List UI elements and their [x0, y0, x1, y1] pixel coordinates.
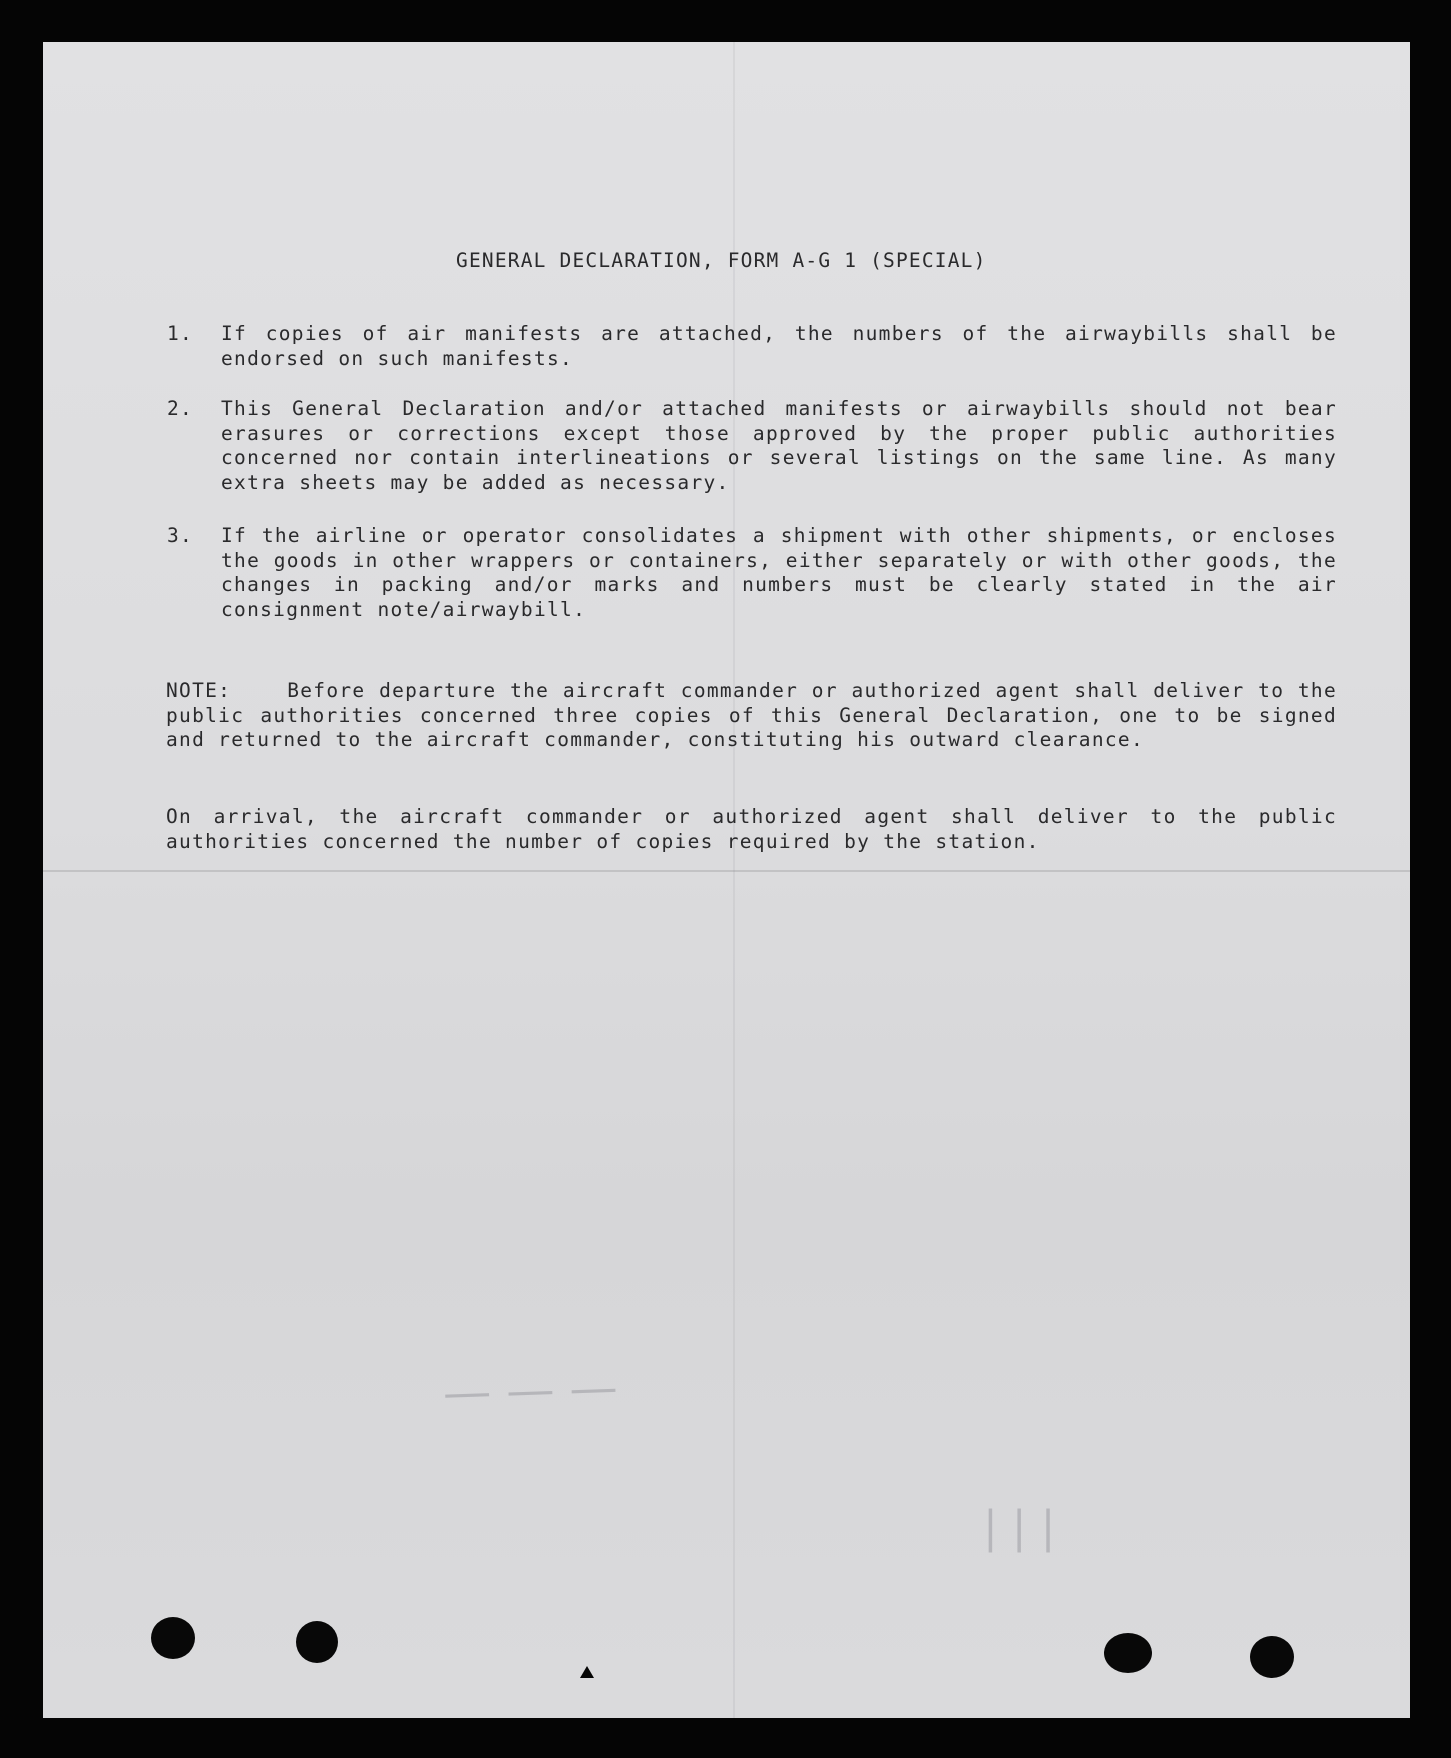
item-number: 3.	[167, 524, 194, 547]
punch-hole	[1250, 1636, 1294, 1678]
punch-hole	[296, 1621, 338, 1663]
bleed-through-mark: — — —	[442, 1358, 619, 1422]
punch-hole	[151, 1617, 195, 1659]
punch-hole	[1104, 1633, 1152, 1673]
arrival-text: On arrival, the aircraft commander or authorized agent shall deliver to the public authorities concerned the number of copies required by the station.	[166, 805, 1337, 853]
paper-crease	[733, 42, 735, 1718]
bleed-through-mark: | | |	[983, 1502, 1056, 1553]
item-number: 1.	[167, 322, 194, 345]
document-page	[43, 42, 1410, 1718]
item-text: This General Declaration and/or attached manifests or airwaybills should not bear erasures or corrections except those approved by the proper public authorities concerned nor contain interlineations or several listings on the same line. As many extra sheets may be added as necessary.	[221, 397, 1337, 494]
paper-fold-line	[43, 870, 1410, 872]
instruction-item	[167, 524, 1337, 622]
arrival-paragraph	[166, 805, 1337, 854]
binding-notch	[580, 1666, 594, 1678]
item-text: If the airline or operator consolidates a shipment with other shipments, or encloses the goods in other wrappers or containers, either separately or with other goods, the changes in packing and/or marks and numbers must be clearly stated in the air consignment note/airwaybill.	[221, 524, 1337, 621]
document-title: GENERAL DECLARATION, FORM A-G 1 (SPECIAL)	[456, 249, 987, 272]
note-paragraph	[166, 679, 1337, 753]
note-text: Before departure the aircraft commander or authorized agent shall deliver to the public authorities concerned three copies of this General Declaration, one to be signed and returned to the aircraft commander, constituting his outward clearance.	[166, 679, 1337, 751]
instruction-item	[167, 397, 1337, 495]
item-text: If copies of air manifests are attached, the numbers of the airwaybills shall be endorsed on such manifests.	[221, 322, 1337, 370]
instruction-item	[167, 322, 1337, 371]
item-number: 2.	[167, 397, 194, 420]
note-label: NOTE:	[166, 679, 232, 702]
